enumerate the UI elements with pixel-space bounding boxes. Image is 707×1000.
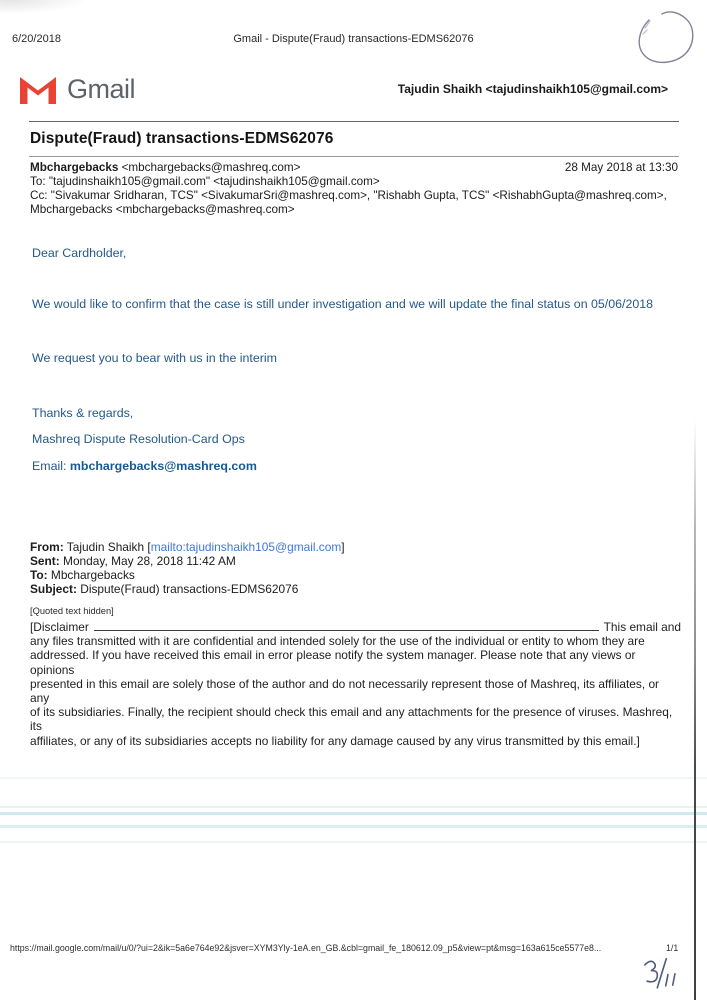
to-line: To: "tajudinshaikh105@gmail.com" <tajudinshaikh105@gmail.com> <box>30 174 380 188</box>
divider-under-subject <box>29 156 679 157</box>
disclaimer-first-line <box>30 619 681 634</box>
scan-line <box>0 841 707 843</box>
quoted-to-line <box>30 568 345 582</box>
gmail-wordmark: Gmail <box>67 74 136 104</box>
sender-email: <mbchargebacks@mashreq.com> <box>118 161 301 174</box>
scan-line <box>0 806 707 808</box>
from-close-bracket: ] <box>341 540 345 554</box>
quoted-subject-line <box>30 582 345 596</box>
mailto-link: mailto:tajudinshaikh105@gmail.com <box>150 540 342 554</box>
body-greeting: Dear Cardholder, <box>32 246 127 260</box>
scan-line <box>0 825 707 828</box>
gmail-logo <box>18 74 135 105</box>
cc-line: Cc: "Sivakumar Sridharan, TCS" <SivakumarSri@mashreq.com>, "Rishabh Gupta, TCS" <RishabhGupta@mashreq.com>, <box>30 188 667 202</box>
gmail-m-icon <box>18 74 58 105</box>
quoted-text-hidden-note: [Quoted text hidden] <box>30 606 114 616</box>
disclaimer-line: of its subsidiaries. Finally, the recipient should check this email and any attachments for the presence of viruses. Mashreq, its <box>30 705 673 734</box>
body-email-line <box>32 459 257 473</box>
page-number: 1/1 <box>666 943 679 953</box>
body-closing: Thanks & regards, <box>32 406 134 420</box>
cc-line-wrap: Mbchargebacks <mbchargebacks@mashreq.com> <box>30 202 295 216</box>
handwritten-circle-annotation <box>633 6 699 73</box>
scan-line <box>0 812 707 815</box>
print-footer-url: https://mail.google.com/mail/u/0/?ui=2&ik=5a6e764e92&jsver=XYM3Yly-1eA.en_GB.&cbl=gmail_fe_180612.09_p5&view=pt&msg=163a615ce5577e8... <box>10 943 602 953</box>
sent-value: Monday, May 28, 2018 11:42 AM <box>59 554 236 569</box>
disclaimer-tail: This email and <box>603 620 681 634</box>
disclaimer-open: [Disclaimer <box>30 620 89 634</box>
quoted-from-line <box>30 540 345 554</box>
quoted-sent-line <box>30 554 345 568</box>
quoted-message-header <box>30 540 345 596</box>
disclaimer-line: addressed. If you have received this email in error please notify the system manager. Please note that any views or opinions <box>30 648 636 677</box>
sender-line <box>30 161 300 175</box>
sender-row <box>30 161 678 175</box>
subject-label: Subject: <box>30 582 77 597</box>
body-signature: Mashreq Dispute Resolution-Card Ops <box>32 432 245 446</box>
from-value: Tajudin Shaikh [ <box>63 540 151 554</box>
to-label: To: <box>30 568 48 583</box>
scan-vertical-line <box>694 420 696 1000</box>
handwritten-page-mark <box>638 953 690 1000</box>
body-interim-line: We request you to bear with us in the interim <box>32 351 277 365</box>
sender-name: Mbchargebacks <box>30 161 119 174</box>
email-subject-title: Dispute(Fraud) transactions-EDMS62076 <box>30 130 334 147</box>
email-label: Email: <box>32 459 70 473</box>
from-label: From: <box>30 540 64 554</box>
disclaimer-line: presented in this email are solely those of the author and do not necessarily represent those of Mashreq, its affiliates, or any <box>30 676 660 706</box>
body-status-line: We would like to confirm that the case is still under investigation and we will update the final status on 05/06/2018 <box>32 297 654 311</box>
disclaimer-line: affiliates, or any of its subsidiaries accepts no liability for any damage caused by any virus transmitted by this email.] <box>30 733 640 748</box>
disclaimer-block <box>30 619 681 748</box>
print-header-date: 6/20/2018 <box>12 33 61 45</box>
to-value: Mbchargebacks <box>47 568 135 583</box>
email-address: mbchargebacks@mashreq.com <box>69 459 257 473</box>
subject-value: Dispute(Fraud) transactions-EDMS62076 <box>76 582 299 597</box>
sent-label: Sent: <box>30 554 60 569</box>
message-date: 28 May 2018 at 13:30 <box>564 161 678 174</box>
scan-line <box>0 777 707 779</box>
account-owner-line: Tajudin Shaikh <tajudinshaikh105@gmail.com> <box>397 82 668 96</box>
message-header <box>30 161 678 217</box>
disclaimer-underscore-line <box>94 619 599 631</box>
disclaimer-line: any files transmitted with it are confidential and intended solely for the use of the individual or entity to whom they are <box>30 634 645 649</box>
divider-top <box>29 121 679 122</box>
scan-corner-smear <box>0 0 90 14</box>
print-header-title: Gmail - Dispute(Fraud) transactions-EDMS62076 <box>233 33 474 45</box>
